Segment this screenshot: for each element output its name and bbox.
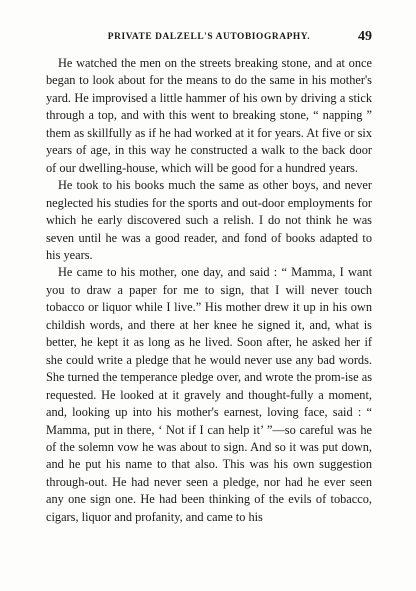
running-title: PRIVATE DALZELL'S AUTOBIOGRAPHY. [107, 32, 311, 42]
page-number: 49 [358, 29, 372, 44]
paragraph-2: He took to his books much the same as other boys, and never neglected his studies for the sports and out-door employments for which he early discovered such a relish. I do not think he was seven until he was a good reader, and fond of books adapted to his years. [46, 178, 372, 262]
paragraph-3: He came to his mother, one day, and said : “ Mamma, I want you to draw a paper for me to sign, that I will never touch tobacco or liquor while I live.” His mother drew it up in his own childish words, and there at her knee he signed it, and, what is better, he kept it as long as he lived. Soon after, he asked her if she could write a pledge that he would never use any bad words. She turned the temperance pledge over, and wrote the prom-ise as requested. He looked at it gravely and thought-fully a moment, and, looking up into his mother's earnest, loving face, said : “ Mamma, put in there, ‘ Not if I can help it’ ”—so careful was he of the solemn vow he was about to sign. And so it was put down, and he put his name to that also. This was his own suggestion through-out. He had never seen a pledge, nor had he ever seen any one sign one. He had been thinking of the evils of tobacco, cigars, liquor and profanity, and came to his [46, 265, 372, 524]
body-text [46, 55, 372, 526]
paragraph-1: He watched the men on the streets breaking stone, and at once began to look about for the means to do the same in his mother's yard. He improvised a little hammer of his own by driving a stick through a top, and with this went to breaking stone, “ napping ” them as skillfully as if he had worked at it for years. At five or six years of age, in this way he constructed a walk to the back door of our dwelling-house, which will be good for a hundred years. [46, 56, 372, 175]
running-head [46, 30, 372, 46]
